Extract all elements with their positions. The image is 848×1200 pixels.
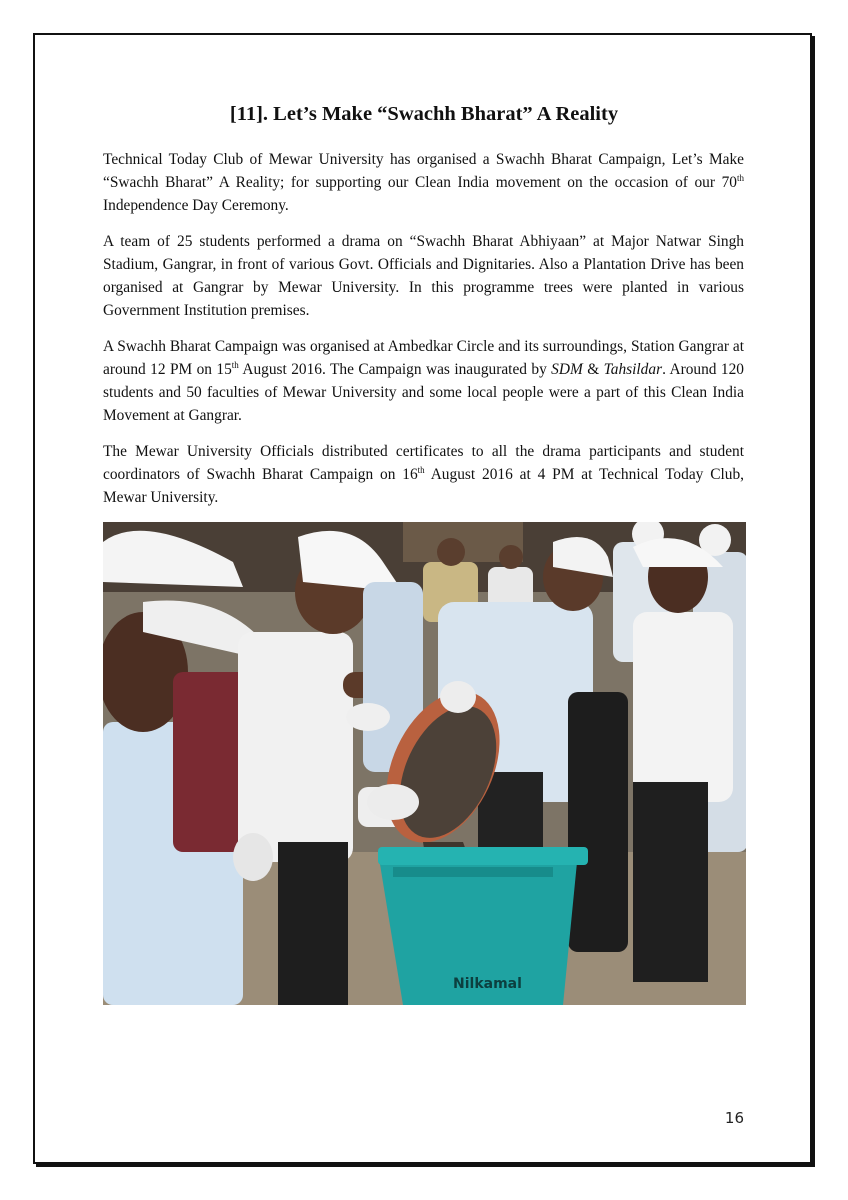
bin-icon [378, 847, 588, 1005]
paragraph-1: Technical Today Club of Mewar University has organised a Swachh Bharat Campaign, Let’s Make “Swachh Bharat” A Reality; for supporting our Clean India movement on the occasion of our 70th Independence Day Ceremony. [103, 151, 744, 214]
page-title: [11]. Let’s Make “Swachh Bharat” A Reality [229, 103, 619, 125]
bin-brand-label: Nilkamal [453, 976, 522, 992]
page-number: 16 [724, 1109, 744, 1127]
paragraph-4: The Mewar University Officials distributed certificates to all the drama participants and student coordinators of Swachh Bharat Campaign on 16th August 2016 at 4 PM at Technical Today Club, Mewar University. [103, 443, 744, 506]
campaign-photo [103, 522, 746, 1005]
paragraph-2: A team of 25 students performed a drama on “Swachh Bharat Abhiyaan” at Major Natwar Singh Stadium, Gangrar, in front of various Govt. Officials and Dignitaries. Also a Plantation Drive has been organised at Gangrar by Mewar University. In this programme trees were planted in various Government Institution premises. [103, 233, 744, 319]
paragraph-3: A Swachh Bharat Campaign was organised at Ambedkar Circle and its surroundings, Station Gangrar at around 12 PM on 15th August 2016. The Campaign was inaugurated by SDM & Tahsildar. Around 120 students and 50 faculties of Mewar University and some local people were a part of this Clean India Movement at Gangrar. [103, 338, 744, 424]
body-text [103, 148, 744, 522]
